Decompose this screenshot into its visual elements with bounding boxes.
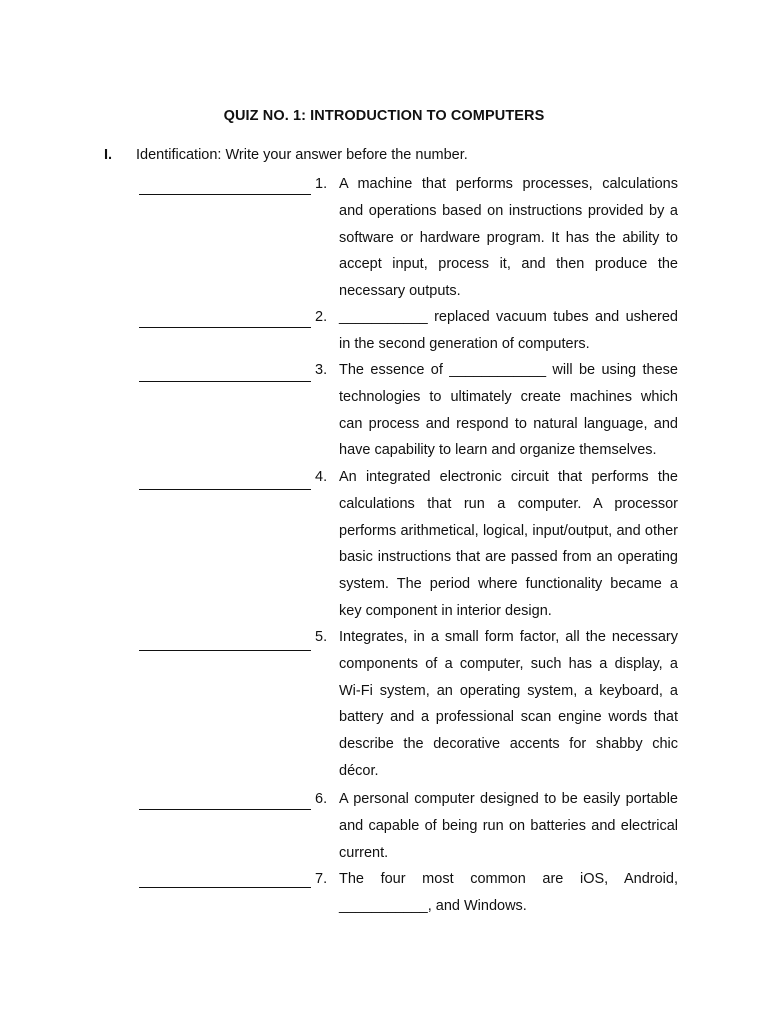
- item-number: 1.: [315, 176, 328, 192]
- section-numeral: I.: [104, 147, 113, 163]
- item-number: 6.: [315, 791, 328, 807]
- answer-blank[interactable]: [139, 650, 311, 651]
- item-text: A machine that performs processes, calculations and operations based on instructions provided by a software or hardware program. It has the ability to accept input, process it, and then produce the necessary outputs.: [339, 176, 678, 300]
- item-text: The essence of ____________ will be using these technologies to ultimately create machines which can process and respond to natural language, and have capability to learn and organize themselves.: [339, 362, 678, 459]
- answer-blank[interactable]: [139, 489, 311, 490]
- quiz-title: QUIZ NO. 1: INTRODUCTION TO COMPUTERS: [223, 108, 545, 124]
- answer-blank[interactable]: [139, 809, 311, 810]
- item-number: 4.: [315, 469, 328, 485]
- answer-blank[interactable]: [139, 381, 311, 382]
- section-instruction: Identification: Write your answer before the number.: [136, 147, 468, 163]
- item-text: ___________ replaced vacuum tubes and ushered in the second generation of computers.: [339, 309, 678, 352]
- answer-blank[interactable]: [139, 887, 311, 888]
- item-number: 5.: [315, 629, 328, 645]
- item-number: 7.: [315, 871, 328, 887]
- item-number: 3.: [315, 362, 328, 378]
- item-text: Integrates, in a small form factor, all the necessary components of a computer, such has a display, a Wi-Fi system, an operating system, a keyboard, a battery and a professional scan engine words that describe the decorative accents for shabby chic décor.: [339, 629, 678, 779]
- item-text: A personal computer designed to be easily portable and capable of being run on batteries and electrical current.: [339, 791, 678, 861]
- item-text: The four most common are iOS, Android, ___________, and Windows.: [339, 871, 678, 914]
- answer-blank[interactable]: [139, 327, 311, 328]
- item-number: 2.: [315, 309, 328, 325]
- answer-blank[interactable]: [139, 194, 311, 195]
- item-text: An integrated electronic circuit that performs the calculations that run a computer. A processor performs arithmetical, logical, input/output, and other basic instructions that are passed from an operating system. The period where functionality became a key component in interior design.: [339, 469, 678, 619]
